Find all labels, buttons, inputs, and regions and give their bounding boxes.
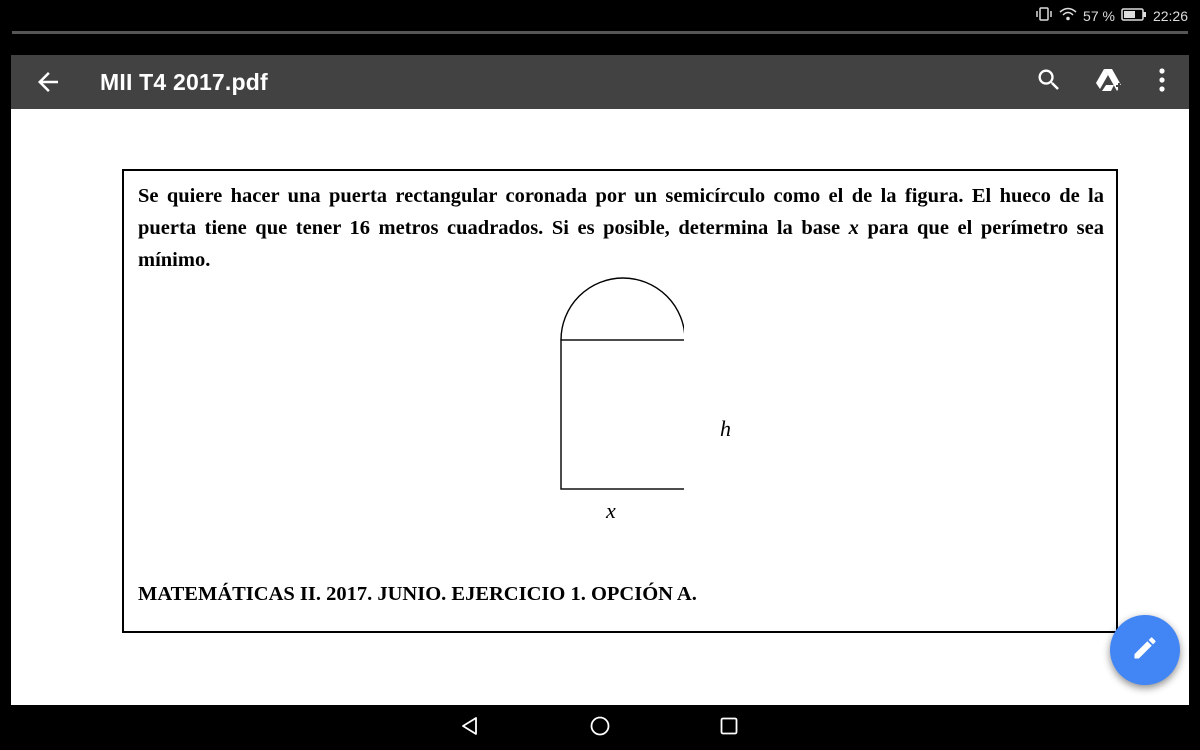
- home-circle-icon: [589, 715, 611, 742]
- status-bar: [0, 0, 1200, 32]
- status-divider: [12, 31, 1188, 34]
- more-vert-icon: [1158, 67, 1166, 98]
- edit-fab[interactable]: [1110, 615, 1180, 685]
- problem-box: [122, 169, 1118, 633]
- search-icon: [1035, 66, 1063, 99]
- semicircle-arc: [561, 278, 684, 340]
- problem-line-3: que el perímetro sea mínimo.: [138, 217, 1105, 271]
- back-button[interactable]: [33, 67, 63, 97]
- battery-icon: [1121, 8, 1147, 24]
- height-label: h: [720, 416, 731, 441]
- document-title: MII T4 2017.pdf: [100, 69, 268, 95]
- battery-percent: 57 %: [1083, 7, 1115, 24]
- recents-square-icon: [719, 716, 739, 741]
- navigation-bar: [0, 705, 1200, 750]
- vibrate-icon: [1035, 7, 1053, 24]
- door-diagram: [544, 271, 684, 491]
- wifi-icon: [1059, 7, 1077, 24]
- problem-source: MATEMÁTICAS II. 2017. JUNIO. EJERCICIO 1. OPCIÓN A.: [138, 583, 697, 605]
- add-to-drive-button[interactable]: [1094, 67, 1124, 97]
- nav-home-button[interactable]: [587, 715, 613, 741]
- clock: 22:26: [1152, 7, 1188, 24]
- search-button[interactable]: [1034, 67, 1064, 97]
- problem-line-2a: hueco de la puerta tiene que tener 16 metros cuadrados. Si es posible, determina la base: [138, 185, 1104, 239]
- edit-pencil-icon: [1131, 634, 1159, 667]
- pdf-page[interactable]: [11, 109, 1189, 705]
- overflow-menu-button[interactable]: [1147, 67, 1177, 97]
- back-triangle-icon: [460, 716, 480, 741]
- door-figure: [544, 271, 731, 523]
- problem-line-1: Se quiere hacer una puerta rectangular coronada por un semicírculo como el de la figura. El: [138, 185, 992, 207]
- problem-statement: [138, 180, 1104, 276]
- google-drive-add-icon: [1094, 66, 1124, 99]
- nav-back-button[interactable]: [457, 715, 483, 741]
- app-bar: [11, 55, 1189, 109]
- arrow-back-icon: [33, 84, 63, 101]
- base-label: x: [606, 498, 616, 523]
- status-icons: [1035, 7, 1188, 24]
- variable-x: x: [848, 217, 859, 239]
- nav-recents-button[interactable]: [716, 715, 742, 741]
- problem-line-2b: para: [858, 217, 909, 239]
- door-rectangle: [561, 340, 684, 489]
